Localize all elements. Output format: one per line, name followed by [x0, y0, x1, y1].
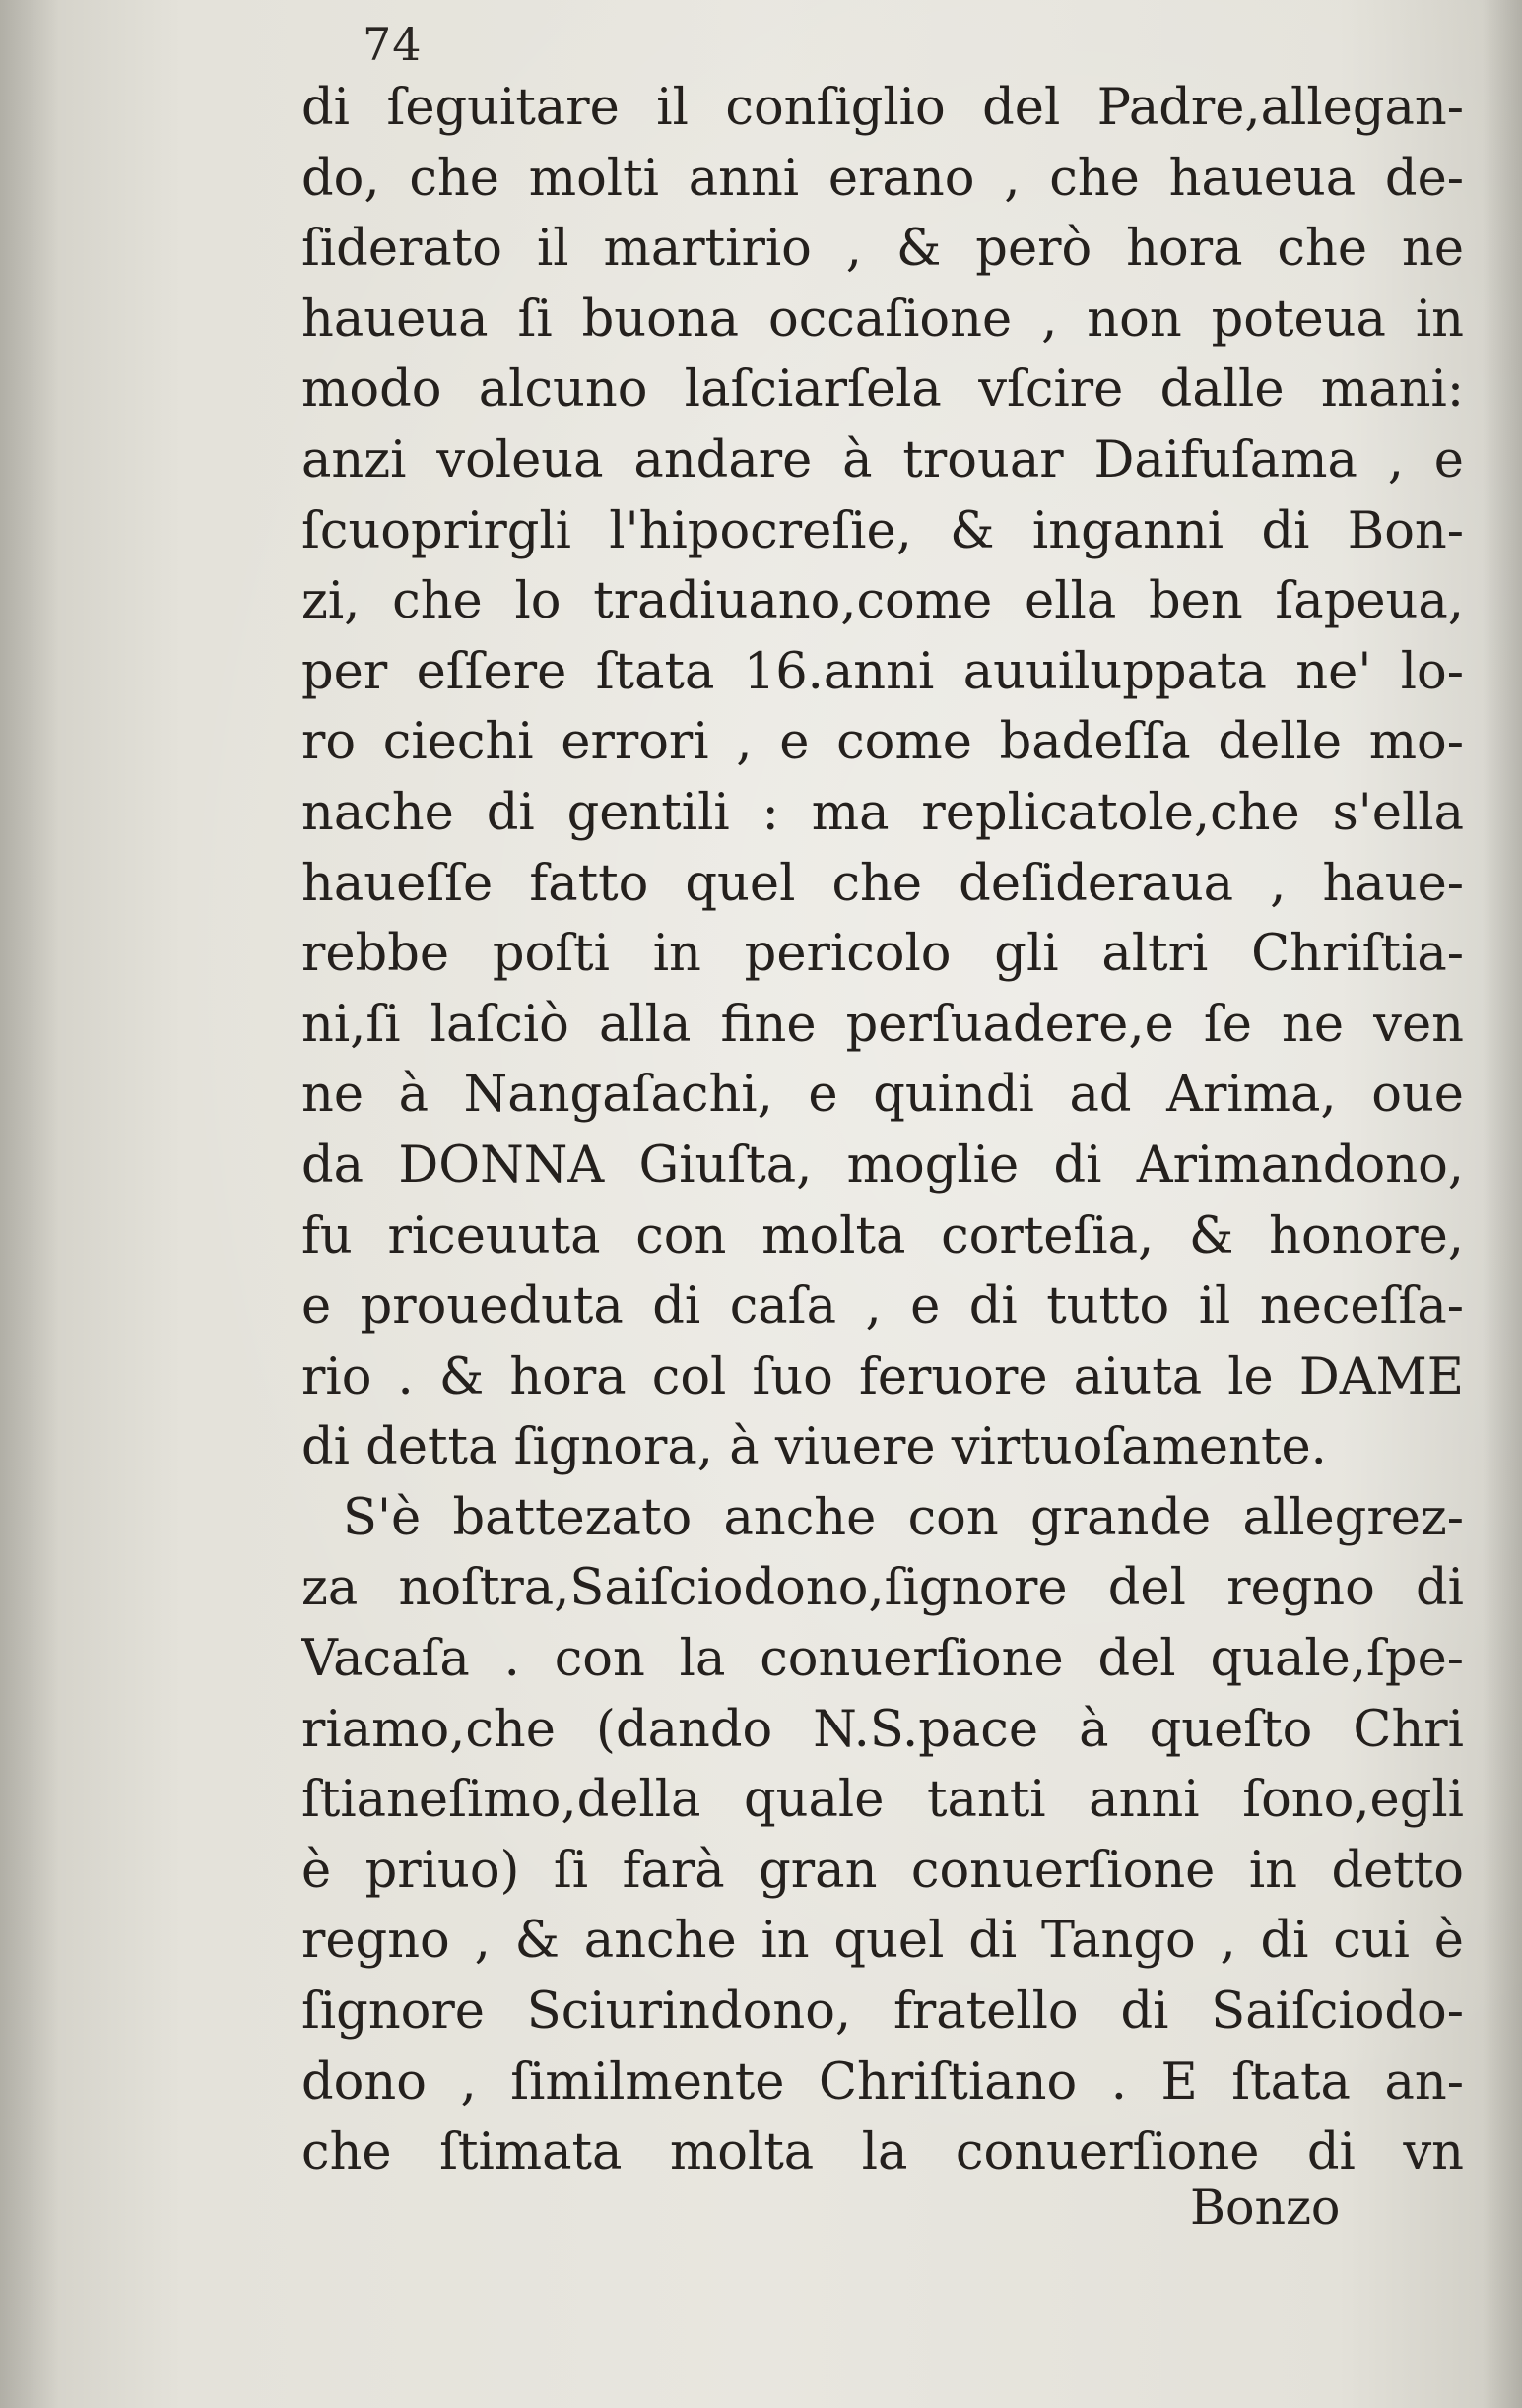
- text-line: ro ciechi errori , e come badeſſa delle mo-: [301, 713, 1464, 772]
- text-line: Vacaſa . con la conuerſione del quale,ſpe-: [301, 1630, 1464, 1689]
- text-line: di detta ſignora, à viuere virtuoſamente.: [301, 1418, 1327, 1477]
- text-line: ſiderato il martirio , & però hora che ne: [301, 220, 1464, 279]
- text-line: ni,ſi laſciò alla fine perſuadere,e ſe ne ven: [301, 995, 1464, 1054]
- text-line: rebbe poſti in pericolo gli altri Chriſtia-: [301, 925, 1464, 984]
- text-line: rio . & hora col ſuo feruore aiuta le DAME: [301, 1347, 1464, 1406]
- text-line: ſignore Sciurindono, fratello di Saiſciodo-: [301, 1983, 1464, 2042]
- page-edge-shadow: [1483, 0, 1522, 2408]
- text-line: modo alcuno laſciarſela vſcire dalle mani:: [301, 360, 1464, 420]
- text-line: ſcuoprirgli l'hipocreſie, & inganni di Bon-: [301, 501, 1464, 560]
- text-line: riamo,che (dando N.S.pace à queſto Chri: [301, 1700, 1464, 1759]
- text-line: e proueduta di caſa , e di tutto il neceſſa-: [301, 1277, 1464, 1336]
- text-line: fu riceuuta con molta corteſia, & honore,: [301, 1206, 1464, 1266]
- text-line: regno , & anche in quel di Tango , di cui è: [301, 1912, 1464, 1971]
- text-line: da DONNA Giuſta, moglie di Arimandono,: [301, 1136, 1464, 1195]
- text-line: haueſſe fatto quel che deſideraua , haue-: [301, 854, 1464, 913]
- paragraph-start-line: S'è battezato anche con grande allegrez-: [343, 1488, 1464, 1547]
- text-line: do, che molti anni erano , che haueua de-: [301, 149, 1464, 208]
- page-number: 74: [363, 18, 423, 71]
- catchword: Bonzo: [1190, 2180, 1341, 2236]
- text-line: ne à Nangaſachi, e quindi ad Arima, oue: [301, 1066, 1464, 1125]
- body-text: [301, 73, 1464, 2188]
- text-line: dono , ſimilmente Chriſtiano . E ſtata an-: [301, 2052, 1464, 2112]
- text-line: nache di gentili : ma replicatole,che s'ella: [301, 783, 1464, 842]
- text-line: anzi voleua andare à trouar Daifuſama , e: [301, 430, 1464, 489]
- text-line: haueua ſi buona occaſione , non poteua in: [301, 290, 1464, 349]
- text-line: di ſeguitare il conſiglio del Padre,allegan-: [301, 79, 1464, 137]
- text-line: che ſtimata molta la conuerſione di vn: [301, 2123, 1464, 2182]
- text-line: per eſſere ſtata 16.anni auuiluppata ne' lo-: [301, 642, 1464, 701]
- text-line: zi, che lo tradiuano,come ella ben ſapeua,: [301, 572, 1464, 631]
- text-line: è priuo) ſi farà gran conuerſione in detto: [301, 1841, 1464, 1900]
- gutter-shadow: [0, 0, 59, 2408]
- text-line: za noſtra,Saiſciodono,ſignore del regno di: [301, 1559, 1464, 1618]
- text-line: ſtianeſimo,della quale tanti anni ſono,egli: [301, 1771, 1464, 1830]
